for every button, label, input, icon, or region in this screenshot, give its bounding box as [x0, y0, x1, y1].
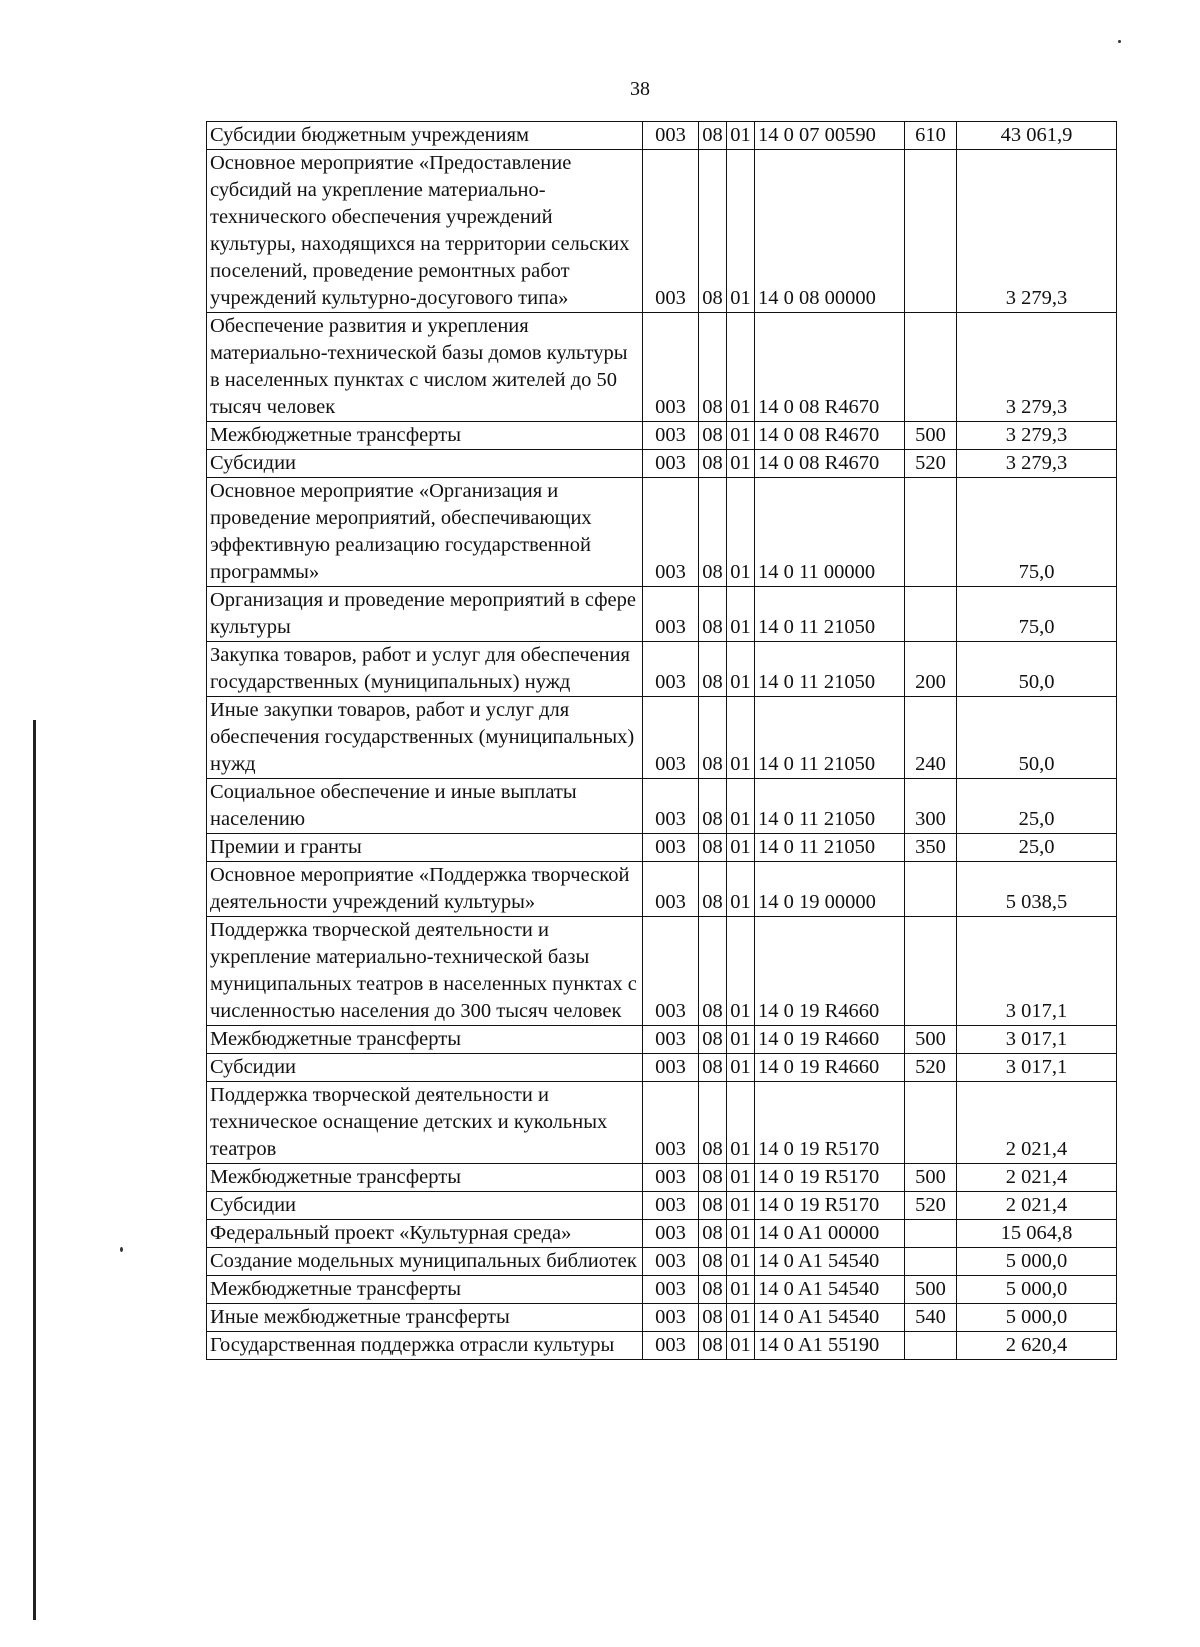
row-section-code: 08 [699, 122, 727, 150]
row-section-code: 08 [699, 642, 727, 697]
row-amount: 75,0 [957, 478, 1117, 587]
row-amount: 2 021,4 [957, 1192, 1117, 1220]
row-expense-type-code [905, 917, 957, 1026]
row-amount: 5 038,5 [957, 862, 1117, 917]
table-row [207, 1054, 1117, 1082]
row-amount: 3 279,3 [957, 313, 1117, 422]
row-target-article-code: 14 0 11 00000 [755, 478, 905, 587]
row-subsection-code: 01 [727, 1082, 755, 1164]
row-grbs-code: 003 [643, 642, 699, 697]
row-grbs-code: 003 [643, 422, 699, 450]
row-subsection-code: 01 [727, 779, 755, 834]
row-target-article-code: 14 0 19 00000 [755, 862, 905, 917]
row-amount: 2 021,4 [957, 1164, 1117, 1192]
table-row [207, 150, 1117, 313]
row-section-code: 08 [699, 862, 727, 917]
row-expense-type-code: 500 [905, 1164, 957, 1192]
row-section-code: 08 [699, 150, 727, 313]
table-row [207, 422, 1117, 450]
row-grbs-code: 003 [643, 478, 699, 587]
row-subsection-code: 01 [727, 1220, 755, 1248]
row-expense-type-code: 610 [905, 122, 957, 150]
row-target-article-code: 14 0 A1 55190 [755, 1332, 905, 1360]
scan-margin-line [33, 720, 36, 1620]
row-section-code: 08 [699, 1220, 727, 1248]
row-amount: 3 279,3 [957, 150, 1117, 313]
row-amount: 43 061,9 [957, 122, 1117, 150]
row-amount: 3 279,3 [957, 422, 1117, 450]
row-expense-type-code [905, 1332, 957, 1360]
row-subsection-code: 01 [727, 450, 755, 478]
row-target-article-code: 14 0 11 21050 [755, 642, 905, 697]
row-expense-type-code: 200 [905, 642, 957, 697]
row-section-code: 08 [699, 1304, 727, 1332]
row-section-code: 08 [699, 450, 727, 478]
row-amount: 3 017,1 [957, 917, 1117, 1026]
row-expense-type-code: 300 [905, 779, 957, 834]
row-target-article-code: 14 0 A1 54540 [755, 1276, 905, 1304]
row-grbs-code: 003 [643, 587, 699, 642]
row-expense-type-code: 520 [905, 450, 957, 478]
row-subsection-code: 01 [727, 862, 755, 917]
row-section-code: 08 [699, 587, 727, 642]
row-grbs-code: 003 [643, 1082, 699, 1164]
row-name: Социальное обеспечение и иные выплаты населению [207, 779, 643, 834]
row-section-code: 08 [699, 1026, 727, 1054]
budget-table [206, 121, 1117, 1360]
row-name: Межбюджетные трансферты [207, 1026, 643, 1054]
row-expense-type-code: 240 [905, 697, 957, 779]
row-grbs-code: 003 [643, 862, 699, 917]
row-section-code: 08 [699, 697, 727, 779]
row-name: Закупка товаров, работ и услуг для обеспечения государственных (муниципальных) нужд [207, 642, 643, 697]
row-target-article-code: 14 0 08 R4670 [755, 422, 905, 450]
row-amount: 50,0 [957, 697, 1117, 779]
table-row [207, 697, 1117, 779]
row-amount: 5 000,0 [957, 1248, 1117, 1276]
row-grbs-code: 003 [643, 779, 699, 834]
row-grbs-code: 003 [643, 1164, 699, 1192]
row-expense-type-code [905, 1220, 957, 1248]
table-row [207, 1026, 1117, 1054]
row-subsection-code: 01 [727, 917, 755, 1026]
row-target-article-code: 14 0 11 21050 [755, 779, 905, 834]
row-expense-type-code: 500 [905, 1026, 957, 1054]
table-row [207, 1082, 1117, 1164]
row-target-article-code: 14 0 08 R4670 [755, 313, 905, 422]
row-subsection-code: 01 [727, 1332, 755, 1360]
table-row [207, 1276, 1117, 1304]
row-name: Обеспечение развития и укрепления материально-технической базы домов культуры в населенных пунктах с числом жителей до 50 тысяч человек [207, 313, 643, 422]
table-row [207, 587, 1117, 642]
row-expense-type-code [905, 478, 957, 587]
row-grbs-code: 003 [643, 834, 699, 862]
row-subsection-code: 01 [727, 1192, 755, 1220]
row-section-code: 08 [699, 834, 727, 862]
row-amount: 2 620,4 [957, 1332, 1117, 1360]
row-subsection-code: 01 [727, 1304, 755, 1332]
row-name: Создание модельных муниципальных библиотек [207, 1248, 643, 1276]
row-subsection-code: 01 [727, 313, 755, 422]
row-name: Государственная поддержка отрасли культуры [207, 1332, 643, 1360]
row-amount: 25,0 [957, 779, 1117, 834]
table-row [207, 1220, 1117, 1248]
row-subsection-code: 01 [727, 1164, 755, 1192]
row-subsection-code: 01 [727, 122, 755, 150]
row-name: Иные межбюджетные трансферты [207, 1304, 643, 1332]
row-grbs-code: 003 [643, 450, 699, 478]
row-target-article-code: 14 0 A1 54540 [755, 1248, 905, 1276]
row-grbs-code: 003 [643, 1304, 699, 1332]
row-name: Субсидии [207, 450, 643, 478]
row-expense-type-code [905, 313, 957, 422]
row-name: Премии и гранты [207, 834, 643, 862]
table-row [207, 1192, 1117, 1220]
scan-speck [120, 1247, 123, 1252]
row-name: Основное мероприятие «Поддержка творческой деятельности учреждений культуры» [207, 862, 643, 917]
row-grbs-code: 003 [643, 1054, 699, 1082]
row-section-code: 08 [699, 1248, 727, 1276]
row-expense-type-code: 520 [905, 1054, 957, 1082]
budget-table-body [207, 122, 1117, 1360]
table-row [207, 1164, 1117, 1192]
row-section-code: 08 [699, 313, 727, 422]
table-row [207, 313, 1117, 422]
table-row [207, 642, 1117, 697]
row-target-article-code: 14 0 19 R5170 [755, 1082, 905, 1164]
scan-speck [1118, 40, 1121, 43]
row-name: Субсидии бюджетным учреждениям [207, 122, 643, 150]
table-row [207, 779, 1117, 834]
row-expense-type-code [905, 1082, 957, 1164]
row-grbs-code: 003 [643, 122, 699, 150]
row-name: Субсидии [207, 1192, 643, 1220]
row-name: Субсидии [207, 1054, 643, 1082]
row-name: Иные закупки товаров, работ и услуг для обеспечения государственных (муниципальных) нужд [207, 697, 643, 779]
row-subsection-code: 01 [727, 1054, 755, 1082]
row-grbs-code: 003 [643, 1332, 699, 1360]
row-amount: 75,0 [957, 587, 1117, 642]
row-subsection-code: 01 [727, 422, 755, 450]
row-target-article-code: 14 0 19 R4660 [755, 917, 905, 1026]
row-target-article-code: 14 0 07 00590 [755, 122, 905, 150]
row-expense-type-code: 350 [905, 834, 957, 862]
row-grbs-code: 003 [643, 697, 699, 779]
table-row [207, 450, 1117, 478]
table-row [207, 862, 1117, 917]
row-name: Основное мероприятие «Предоставление субсидий на укрепление материально-технического обеспечения учреждений культуры, находящихся на территории сельских поселений, проведение ремонтных работ учреждений культурно-досугового типа» [207, 150, 643, 313]
row-grbs-code: 003 [643, 150, 699, 313]
row-grbs-code: 003 [643, 1192, 699, 1220]
row-section-code: 08 [699, 1164, 727, 1192]
row-expense-type-code [905, 1248, 957, 1276]
row-section-code: 08 [699, 1054, 727, 1082]
row-target-article-code: 14 0 19 R5170 [755, 1164, 905, 1192]
row-name: Межбюджетные трансферты [207, 422, 643, 450]
row-target-article-code: 14 0 A1 54540 [755, 1304, 905, 1332]
row-subsection-code: 01 [727, 1026, 755, 1054]
row-name: Организация и проведение мероприятий в сфере культуры [207, 587, 643, 642]
row-expense-type-code [905, 862, 957, 917]
row-section-code: 08 [699, 1192, 727, 1220]
row-subsection-code: 01 [727, 697, 755, 779]
row-target-article-code: 14 0 19 R4660 [755, 1054, 905, 1082]
row-grbs-code: 003 [643, 1276, 699, 1304]
row-grbs-code: 003 [643, 313, 699, 422]
row-name: Межбюджетные трансферты [207, 1276, 643, 1304]
row-subsection-code: 01 [727, 642, 755, 697]
table-row [207, 917, 1117, 1026]
row-amount: 15 064,8 [957, 1220, 1117, 1248]
row-section-code: 08 [699, 779, 727, 834]
row-subsection-code: 01 [727, 1248, 755, 1276]
row-expense-type-code [905, 150, 957, 313]
row-section-code: 08 [699, 1276, 727, 1304]
row-target-article-code: 14 0 A1 00000 [755, 1220, 905, 1248]
row-expense-type-code: 500 [905, 1276, 957, 1304]
table-row [207, 1332, 1117, 1360]
row-subsection-code: 01 [727, 587, 755, 642]
row-name: Поддержка творческой деятельности и укрепление материально-технической базы муниципальных театров в населенных пунктах с численностью населения до 300 тысяч человек [207, 917, 643, 1026]
row-grbs-code: 003 [643, 917, 699, 1026]
row-subsection-code: 01 [727, 150, 755, 313]
row-subsection-code: 01 [727, 478, 755, 587]
row-target-article-code: 14 0 08 00000 [755, 150, 905, 313]
row-section-code: 08 [699, 478, 727, 587]
row-amount: 5 000,0 [957, 1276, 1117, 1304]
row-target-article-code: 14 0 11 21050 [755, 834, 905, 862]
row-grbs-code: 003 [643, 1220, 699, 1248]
row-expense-type-code: 500 [905, 422, 957, 450]
page-number: 38 [630, 78, 650, 100]
row-expense-type-code: 520 [905, 1192, 957, 1220]
row-target-article-code: 14 0 19 R5170 [755, 1192, 905, 1220]
table-row [207, 478, 1117, 587]
table-row [207, 834, 1117, 862]
row-expense-type-code [905, 587, 957, 642]
row-target-article-code: 14 0 11 21050 [755, 587, 905, 642]
row-subsection-code: 01 [727, 1276, 755, 1304]
row-expense-type-code: 540 [905, 1304, 957, 1332]
row-name: Поддержка творческой деятельности и техническое оснащение детских и кукольных театров [207, 1082, 643, 1164]
row-amount: 3 017,1 [957, 1026, 1117, 1054]
row-amount: 25,0 [957, 834, 1117, 862]
row-amount: 50,0 [957, 642, 1117, 697]
row-amount: 5 000,0 [957, 1304, 1117, 1332]
table-row [207, 1304, 1117, 1332]
row-subsection-code: 01 [727, 834, 755, 862]
row-grbs-code: 003 [643, 1026, 699, 1054]
row-target-article-code: 14 0 08 R4670 [755, 450, 905, 478]
row-amount: 3 279,3 [957, 450, 1117, 478]
row-amount: 3 017,1 [957, 1054, 1117, 1082]
row-section-code: 08 [699, 422, 727, 450]
table-row [207, 1248, 1117, 1276]
row-name: Межбюджетные трансферты [207, 1164, 643, 1192]
row-grbs-code: 003 [643, 1248, 699, 1276]
row-section-code: 08 [699, 917, 727, 1026]
row-section-code: 08 [699, 1082, 727, 1164]
row-target-article-code: 14 0 11 21050 [755, 697, 905, 779]
row-name: Федеральный проект «Культурная среда» [207, 1220, 643, 1248]
row-amount: 2 021,4 [957, 1082, 1117, 1164]
row-target-article-code: 14 0 19 R4660 [755, 1026, 905, 1054]
table-row [207, 122, 1117, 150]
row-section-code: 08 [699, 1332, 727, 1360]
row-name: Основное мероприятие «Организация и проведение мероприятий, обеспечивающих эффективную реализацию государственной программы» [207, 478, 643, 587]
